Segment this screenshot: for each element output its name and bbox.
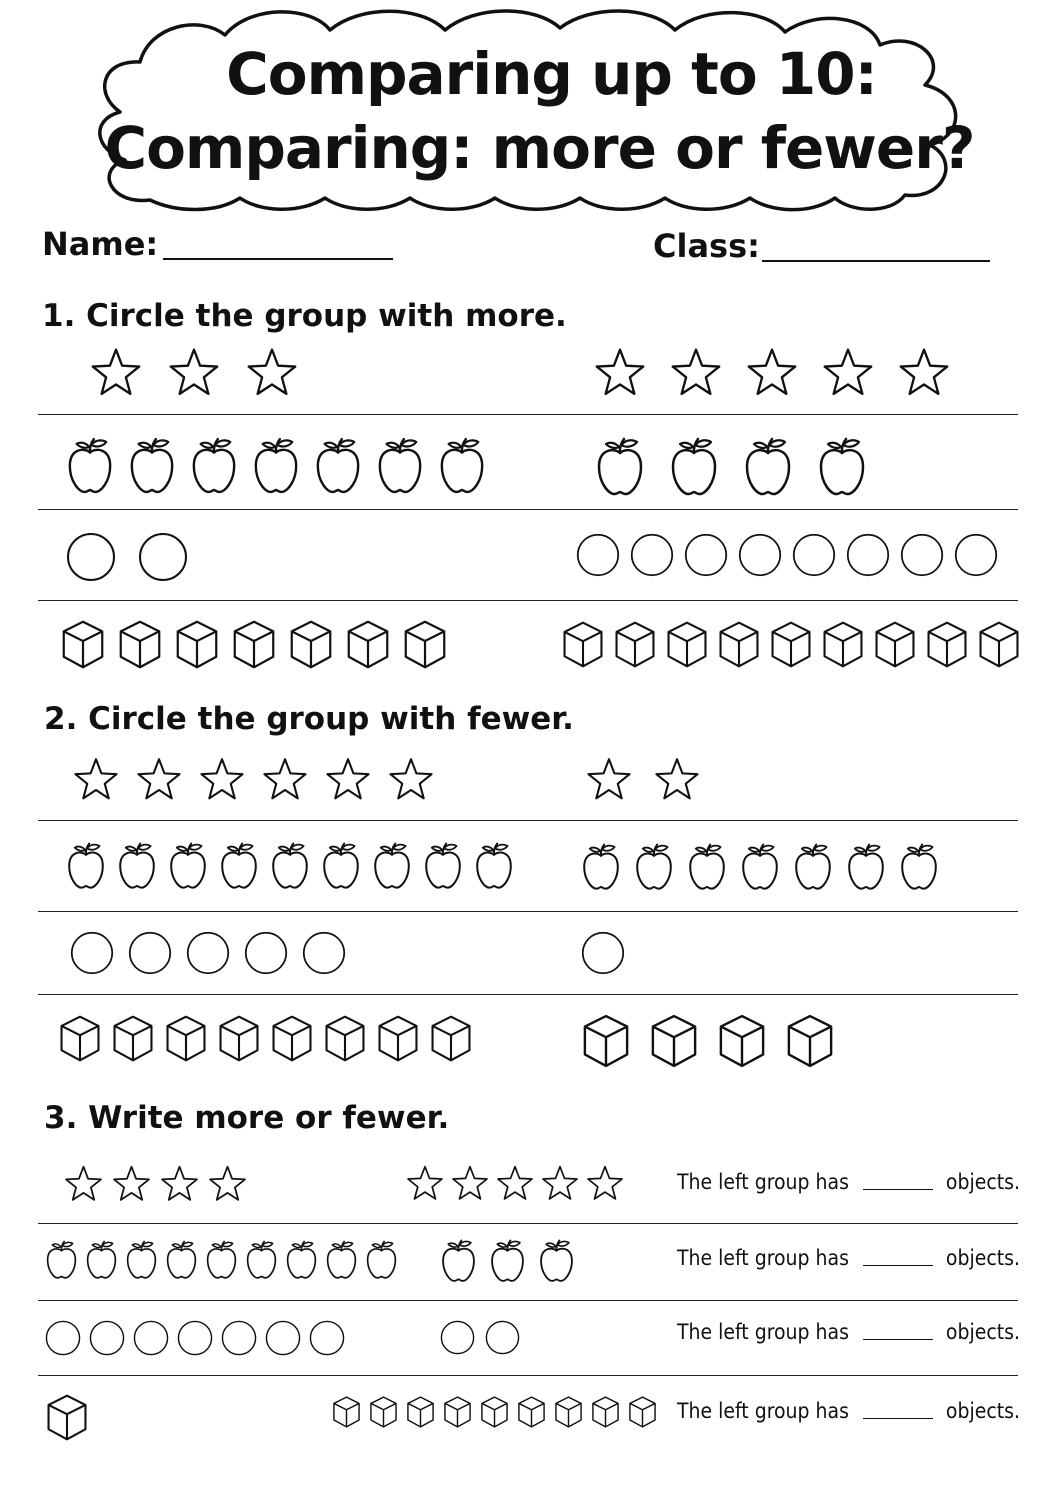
cube-icon <box>650 1014 698 1068</box>
left-group[interactable] <box>45 1320 345 1356</box>
cube-icon <box>118 620 162 669</box>
cube-icon <box>666 621 708 668</box>
circle-icon <box>45 1320 81 1356</box>
star-icon <box>168 346 220 398</box>
name-field[interactable] <box>163 258 393 260</box>
cube-icon <box>628 1396 657 1428</box>
cube-icon <box>430 1015 472 1062</box>
star-icon <box>594 346 646 398</box>
cube-icon <box>718 1014 766 1068</box>
circle-icon <box>186 931 230 975</box>
row-divider <box>38 911 1018 912</box>
cube-icon <box>786 1014 834 1068</box>
cube-icon <box>822 621 864 668</box>
cube-icon <box>218 1015 260 1062</box>
apple-icon <box>423 842 463 890</box>
sentence-start: The left group has <box>677 1170 849 1194</box>
circle-icon <box>265 1320 301 1356</box>
circle-icon <box>954 533 998 577</box>
cube-icon <box>232 620 276 669</box>
cube-icon <box>59 1015 101 1062</box>
cube-icon <box>403 620 447 669</box>
cube-icon <box>926 621 968 668</box>
apple-icon <box>846 843 886 891</box>
fill-in-sentence <box>677 1320 1020 1344</box>
cube-icon <box>271 1015 313 1062</box>
left-group[interactable] <box>66 532 188 582</box>
cube-icon <box>770 621 812 668</box>
left-group[interactable] <box>70 931 346 975</box>
cube-icon <box>582 1014 630 1068</box>
star-icon <box>73 756 119 802</box>
answer-blank[interactable] <box>863 1339 933 1340</box>
circle-icon <box>792 533 836 577</box>
circle-icon <box>440 1320 475 1355</box>
cube-icon <box>718 621 760 668</box>
left-group[interactable] <box>66 437 486 495</box>
apple-icon <box>285 1240 318 1280</box>
apple-icon <box>168 842 208 890</box>
row-divider <box>38 994 1018 995</box>
row-divider <box>38 414 1018 415</box>
sentence-end: objects. <box>945 1399 1020 1423</box>
right-group[interactable] <box>440 1239 575 1283</box>
apple-icon <box>125 1240 158 1280</box>
circle-icon <box>244 931 288 975</box>
star-icon <box>262 756 308 802</box>
name-label: Name: <box>42 225 159 263</box>
star-icon <box>246 346 298 398</box>
right-group[interactable] <box>582 1014 834 1068</box>
cube-icon <box>112 1015 154 1062</box>
apple-icon <box>372 842 412 890</box>
circle-icon <box>900 533 944 577</box>
apple-icon <box>85 1240 118 1280</box>
star-icon <box>451 1164 489 1202</box>
apple-icon <box>190 437 238 495</box>
answer-blank[interactable] <box>863 1418 933 1419</box>
apple-icon <box>743 437 793 497</box>
cube-icon <box>289 620 333 669</box>
row-divider <box>38 600 1018 601</box>
section-2-heading: 2. Circle the group with fewer. <box>44 701 574 737</box>
sentence-start: The left group has <box>677 1320 849 1344</box>
row-divider <box>38 1223 1018 1224</box>
apple-icon <box>595 437 645 497</box>
answer-blank[interactable] <box>863 1265 933 1266</box>
row-divider <box>38 820 1018 821</box>
cube-icon <box>443 1396 472 1428</box>
star-icon <box>199 756 245 802</box>
right-group[interactable] <box>594 346 950 398</box>
right-group[interactable] <box>586 756 700 802</box>
circle-icon <box>133 1320 169 1356</box>
section-3-heading: 3. Write more or fewer. <box>44 1100 450 1136</box>
apple-icon <box>321 842 361 890</box>
cube-icon <box>406 1396 435 1428</box>
apple-icon <box>66 842 106 890</box>
sentence-start: The left group has <box>677 1399 849 1423</box>
star-icon <box>586 1164 624 1202</box>
cube-icon <box>874 621 916 668</box>
left-group[interactable] <box>61 620 447 669</box>
apple-icon <box>128 437 176 495</box>
page-title-line-1: Comparing up to 10: <box>226 40 877 108</box>
cube-icon <box>175 620 219 669</box>
star-icon <box>136 756 182 802</box>
star-icon <box>208 1164 247 1203</box>
star-icon <box>541 1164 579 1202</box>
apple-icon <box>270 842 310 890</box>
apple-icon <box>687 843 727 891</box>
apple-icon <box>314 437 362 495</box>
apple-icon <box>899 843 939 891</box>
cube-icon <box>369 1396 398 1428</box>
apple-icon <box>219 842 259 890</box>
apple-icon <box>165 1240 198 1280</box>
apple-icon <box>252 437 300 495</box>
cube-icon <box>517 1396 546 1428</box>
apple-icon <box>474 842 514 890</box>
apple-icon <box>581 843 621 891</box>
cube-icon <box>165 1015 207 1062</box>
apple-icon <box>376 437 424 495</box>
circle-icon <box>576 533 620 577</box>
cube-icon <box>324 1015 366 1062</box>
circle-icon <box>846 533 890 577</box>
circle-icon <box>221 1320 257 1356</box>
star-icon <box>670 346 722 398</box>
class-label: Class: <box>653 227 760 265</box>
cube-icon <box>562 621 604 668</box>
star-icon <box>112 1164 151 1203</box>
row-divider <box>38 1300 1018 1301</box>
apple-icon <box>117 842 157 890</box>
left-group[interactable] <box>64 1164 247 1203</box>
sentence-end: objects. <box>945 1170 1020 1194</box>
cube-icon <box>46 1394 88 1441</box>
fill-in-sentence <box>677 1399 1020 1423</box>
star-icon <box>654 756 700 802</box>
cube-icon <box>978 621 1020 668</box>
fill-in-sentence <box>677 1246 1020 1270</box>
circle-icon <box>302 931 346 975</box>
right-group[interactable] <box>581 931 625 975</box>
right-group[interactable] <box>576 533 998 577</box>
left-group[interactable] <box>66 842 514 890</box>
circle-icon <box>89 1320 125 1356</box>
cube-icon <box>332 1396 361 1428</box>
left-group[interactable] <box>90 346 298 398</box>
star-icon <box>822 346 874 398</box>
class-field[interactable] <box>762 260 990 262</box>
cube-icon <box>480 1396 509 1428</box>
star-icon <box>746 346 798 398</box>
star-icon <box>898 346 950 398</box>
star-icon <box>160 1164 199 1203</box>
circle-icon <box>630 533 674 577</box>
page-title-line-2: Comparing: more or fewer? <box>104 114 975 182</box>
star-icon <box>64 1164 103 1203</box>
right-group[interactable] <box>595 437 867 497</box>
circle-icon <box>738 533 782 577</box>
left-group[interactable] <box>73 756 434 802</box>
circle-icon <box>485 1320 520 1355</box>
sentence-start: The left group has <box>677 1246 849 1270</box>
apple-icon <box>66 437 114 495</box>
circle-icon <box>128 931 172 975</box>
cube-icon <box>346 620 390 669</box>
circle-icon <box>66 532 116 582</box>
apple-icon <box>489 1239 526 1283</box>
star-icon <box>496 1164 534 1202</box>
apple-icon <box>669 437 719 497</box>
cube-icon <box>554 1396 583 1428</box>
star-icon <box>90 346 142 398</box>
apple-icon <box>793 843 833 891</box>
apple-icon <box>365 1240 398 1280</box>
apple-icon <box>817 437 867 497</box>
left-group[interactable] <box>46 1394 88 1441</box>
star-icon <box>406 1164 444 1202</box>
circle-icon <box>309 1320 345 1356</box>
apple-icon <box>245 1240 278 1280</box>
circle-icon <box>177 1320 213 1356</box>
section-1-heading: 1. Circle the group with more. <box>42 298 567 334</box>
right-group[interactable] <box>562 621 1020 668</box>
cube-icon <box>377 1015 419 1062</box>
apple-icon <box>438 437 486 495</box>
sentence-end: objects. <box>945 1246 1020 1270</box>
right-group[interactable] <box>332 1396 657 1428</box>
left-group[interactable] <box>59 1015 472 1062</box>
apple-icon <box>440 1239 477 1283</box>
apple-icon <box>45 1240 78 1280</box>
left-group[interactable] <box>45 1240 398 1280</box>
cube-icon <box>614 621 656 668</box>
row-divider <box>38 509 1018 510</box>
circle-icon <box>684 533 728 577</box>
star-icon <box>586 756 632 802</box>
cube-icon <box>591 1396 620 1428</box>
apple-icon <box>634 843 674 891</box>
circle-icon <box>581 931 625 975</box>
right-group[interactable] <box>581 843 939 891</box>
apple-icon <box>740 843 780 891</box>
sentence-end: objects. <box>945 1320 1020 1344</box>
answer-blank[interactable] <box>863 1189 933 1190</box>
star-icon <box>388 756 434 802</box>
star-icon <box>325 756 371 802</box>
circle-icon <box>70 931 114 975</box>
row-divider <box>38 1375 1018 1376</box>
apple-icon <box>205 1240 238 1280</box>
apple-icon <box>538 1239 575 1283</box>
circle-icon <box>138 532 188 582</box>
apple-icon <box>325 1240 358 1280</box>
right-group[interactable] <box>406 1164 624 1202</box>
fill-in-sentence <box>677 1170 1020 1194</box>
right-group[interactable] <box>440 1320 520 1355</box>
cube-icon <box>61 620 105 669</box>
